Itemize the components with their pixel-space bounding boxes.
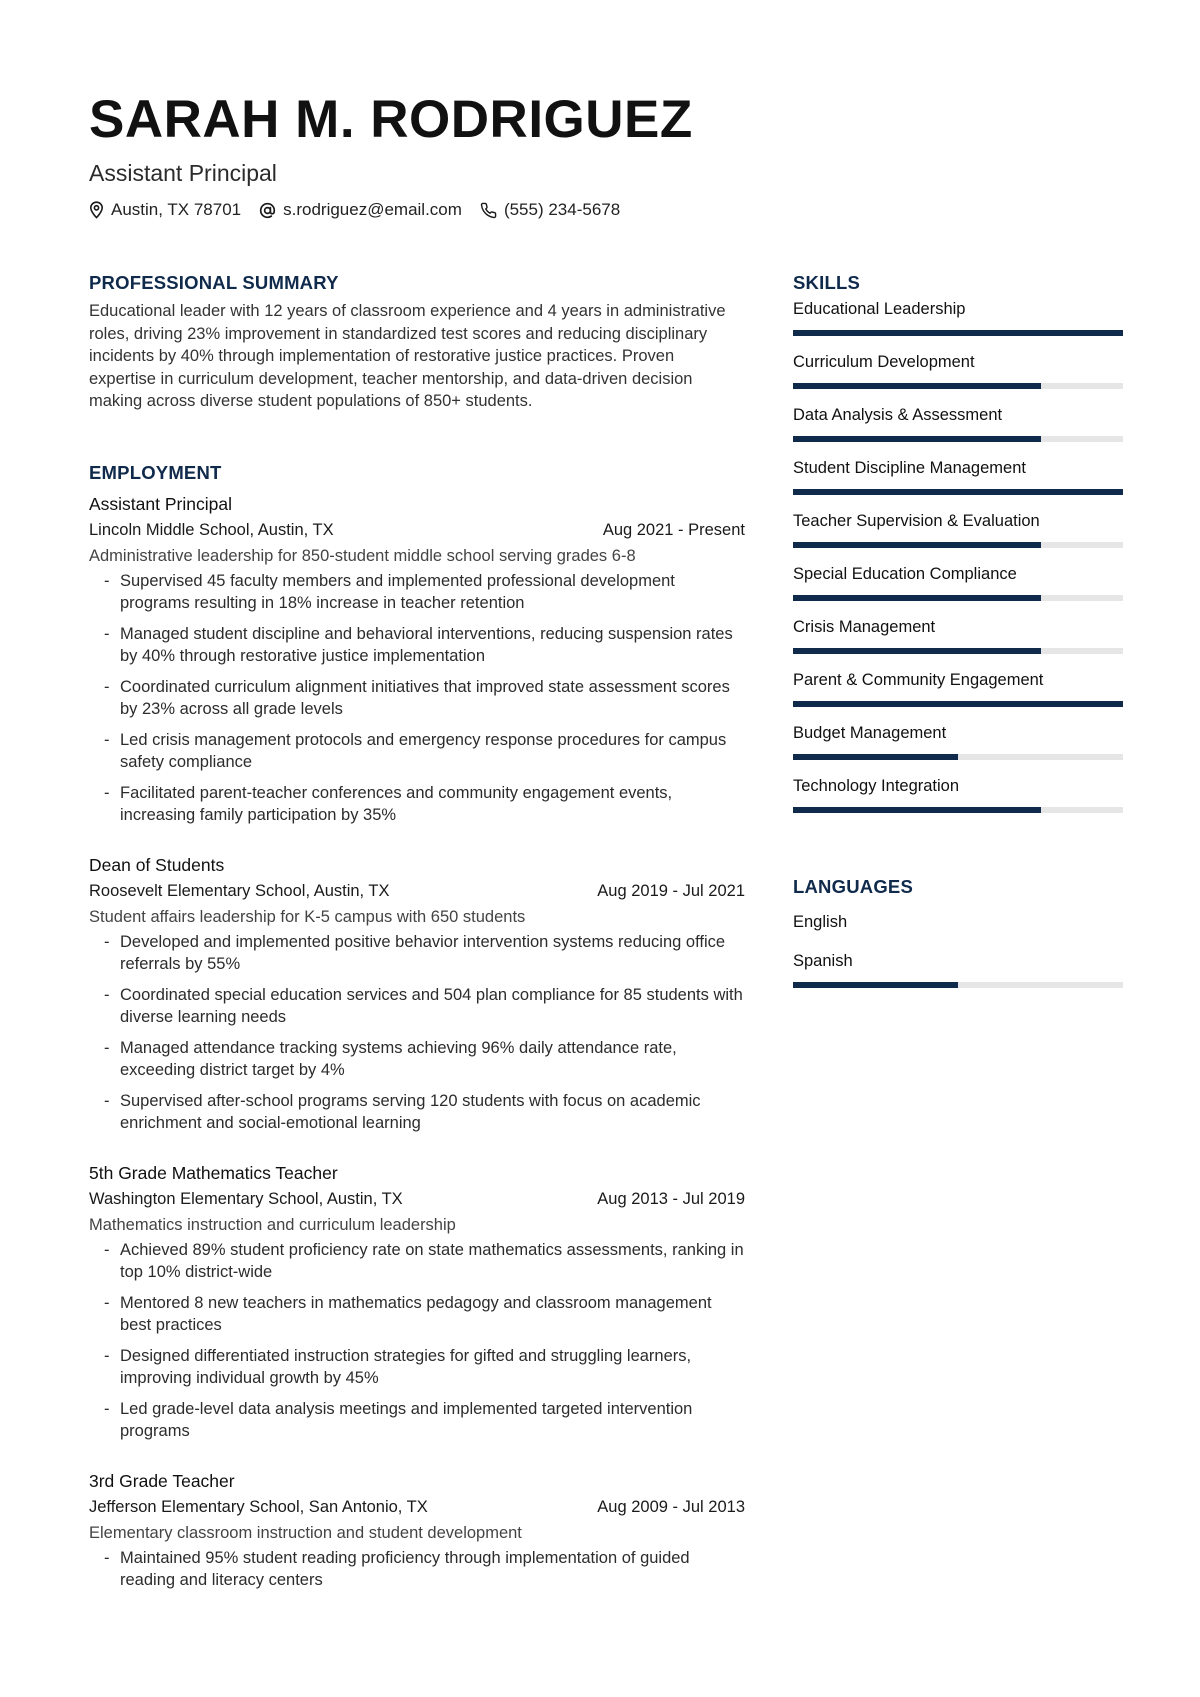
skill-label: Student Discipline Management [793, 459, 1026, 477]
job-organization: Roosevelt Elementary School, Austin, TX [89, 881, 390, 900]
job-title: Assistant Principal [89, 493, 232, 514]
skill-bar-track [793, 436, 1123, 442]
job-org-line [89, 1494, 745, 1520]
job-bullets [89, 1239, 745, 1443]
skill-bar-track [793, 595, 1123, 601]
skill-label: Teacher Supervision & Evaluation [793, 512, 1040, 530]
skill-label: Curriculum Development [793, 353, 975, 371]
skill-item [793, 401, 1123, 454]
job-bullet: - Supervised after-school programs serving 120 students with focus on academic enrichment and social-emotional learning [89, 1090, 745, 1135]
job-description: Administrative leadership for 850-student middle school serving grades 6-8 [89, 546, 636, 565]
job-bullets [89, 1547, 745, 1592]
job-bullet: - Led crisis management protocols and emergency response procedures for campus safety compliance [89, 729, 745, 774]
job-bullet: - Led grade-level data analysis meetings and implemented targeted intervention programs [89, 1398, 745, 1443]
phone-text[interactable]: (555) 234-5678 [503, 200, 621, 219]
skills-heading: SKILLS [793, 272, 860, 293]
skill-bar-fill [793, 489, 1123, 495]
job-bullets [89, 931, 745, 1135]
job-bullet: - Supervised 45 faculty members and implemented professional development programs resulting in 18% increase in teacher retention [89, 570, 745, 615]
map-pin-icon [89, 201, 104, 219]
resume-header [89, 90, 1129, 220]
job-entry [89, 1160, 745, 1443]
skill-bar-track [793, 754, 1123, 760]
job-dates: Aug 2009 - Jul 2013 [597, 1497, 745, 1516]
skill-item [793, 772, 1123, 825]
job-description: Student affairs leadership for K-5 campus with 650 students [89, 907, 526, 926]
languages-heading: LANGUAGES [793, 876, 913, 897]
job-entry [89, 1468, 745, 1592]
skill-label: Educational Leadership [793, 300, 966, 318]
skill-item [793, 560, 1123, 613]
skill-label: Data Analysis & Assessment [793, 406, 1003, 424]
job-dates: Aug 2013 - Jul 2019 [597, 1189, 745, 1208]
skill-bar-track [793, 701, 1123, 707]
skill-bar-fill [793, 330, 1123, 336]
skill-bar-track [793, 383, 1123, 389]
contact-bar [89, 200, 1129, 220]
job-description: Mathematics instruction and curriculum leadership [89, 1215, 456, 1234]
contact-email[interactable] [259, 200, 462, 220]
phone-icon [480, 202, 497, 219]
job-dates: Aug 2021 - Present [602, 520, 745, 539]
skill-item [793, 348, 1123, 401]
sidebar-column [793, 271, 1123, 988]
contact-location [89, 200, 241, 220]
skill-bar-track [793, 489, 1123, 495]
job-bullet: - Achieved 89% student proficiency rate on state mathematics assessments, ranking in top 10% district-wide [89, 1239, 745, 1284]
job-organization: Lincoln Middle School, Austin, TX [89, 520, 334, 539]
language-bar-track [793, 982, 1123, 988]
skill-label: Parent & Community Engagement [793, 671, 1044, 689]
skill-item [793, 613, 1123, 666]
skills-section [793, 271, 1123, 825]
job-organization: Washington Elementary School, Austin, TX [89, 1189, 403, 1208]
skill-bar-fill [793, 542, 1041, 548]
job-bullet: - Developed and implemented positive behavior intervention systems reducing office referrals by 55% [89, 931, 745, 976]
skill-label: Special Education Compliance [793, 565, 1017, 583]
contact-phone[interactable] [480, 200, 620, 220]
job-bullet: - Coordinated special education services and 504 plan compliance for 85 students with diverse learning needs [89, 984, 745, 1029]
summary-heading: PROFESSIONAL SUMMARY [89, 272, 339, 293]
job-bullets [89, 570, 745, 827]
job-bullet: - Coordinated curriculum alignment initiatives that improved state assessment scores by 23% across all grade levels [89, 676, 745, 721]
skill-item [793, 454, 1123, 507]
employment-section [89, 461, 745, 1592]
skill-bar-track [793, 807, 1123, 813]
job-title: Dean of Students [89, 854, 225, 875]
skill-bar-fill [793, 383, 1041, 389]
skill-bar-fill [793, 595, 1041, 601]
skill-bar-fill [793, 648, 1041, 654]
at-sign-icon [259, 202, 276, 219]
job-title: 5th Grade Mathematics Teacher [89, 1162, 338, 1183]
skill-item [793, 719, 1123, 772]
skill-item [793, 666, 1123, 719]
candidate-title: Assistant Principal [89, 160, 277, 186]
job-dates: Aug 2019 - Jul 2021 [597, 881, 745, 900]
location-text: Austin, TX 78701 [111, 200, 242, 219]
skill-label: Crisis Management [793, 618, 936, 636]
skill-bar-fill [793, 807, 1041, 813]
job-bullet: - Designed differentiated instruction strategies for gifted and struggling learners, improving individual growth by 45% [89, 1345, 745, 1390]
job-bullet: - Managed student discipline and behavioral interventions, reducing suspension rates by 40% through restorative justice implementation [89, 623, 745, 668]
language-bar-fill [793, 982, 958, 988]
language-spanish: Spanish [793, 952, 853, 970]
skill-bar-track [793, 330, 1123, 336]
job-org-line [89, 878, 745, 904]
skill-bar-track [793, 648, 1123, 654]
job-bullet: - Managed attendance tracking systems achieving 96% daily attendance rate, exceeding district target by 4% [89, 1037, 745, 1082]
skill-bar-fill [793, 701, 1123, 707]
skill-bar-fill [793, 436, 1041, 442]
skill-item [793, 507, 1123, 560]
job-description: Elementary classroom instruction and student development [89, 1523, 522, 1542]
skill-bar-track [793, 542, 1123, 548]
job-bullet: - Mentored 8 new teachers in mathematics pedagogy and classroom management best practices [89, 1292, 745, 1337]
job-organization: Jefferson Elementary School, San Antonio, TX [89, 1497, 428, 1516]
skill-bar-fill [793, 754, 958, 760]
skill-label: Technology Integration [793, 777, 960, 795]
job-bullet: - Facilitated parent-teacher conferences and community engagement events, increasing family participation by 35% [89, 782, 745, 827]
summary-text: Educational leader with 12 years of classroom experience and 4 years in administrative roles, driving 23% improvement in standardized test scores and reducing disciplinary incidents by 40% through implementation of restorative justice practices. Proven expertise in curriculum development, teacher mentorship, and data-driven decision making across diverse student populations of 850+ students. [89, 302, 726, 410]
job-org-line [89, 1186, 745, 1212]
summary-section [89, 271, 745, 413]
email-text[interactable]: s.rodriguez@email.com [283, 200, 462, 219]
job-org-line [89, 517, 745, 543]
skill-label: Budget Management [793, 724, 947, 742]
main-column [89, 271, 745, 1600]
job-bullet: - Maintained 95% student reading proficiency through implementation of guided reading and literacy centers [89, 1547, 745, 1592]
language-english: English [793, 913, 848, 931]
languages-section [793, 875, 1123, 988]
job-entry [89, 852, 745, 1135]
candidate-name: SARAH M. RODRIGUEZ [89, 90, 693, 149]
job-title: 3rd Grade Teacher [89, 1470, 235, 1491]
employment-heading: EMPLOYMENT [89, 461, 222, 483]
job-entry [89, 491, 745, 827]
skill-item [793, 295, 1123, 348]
